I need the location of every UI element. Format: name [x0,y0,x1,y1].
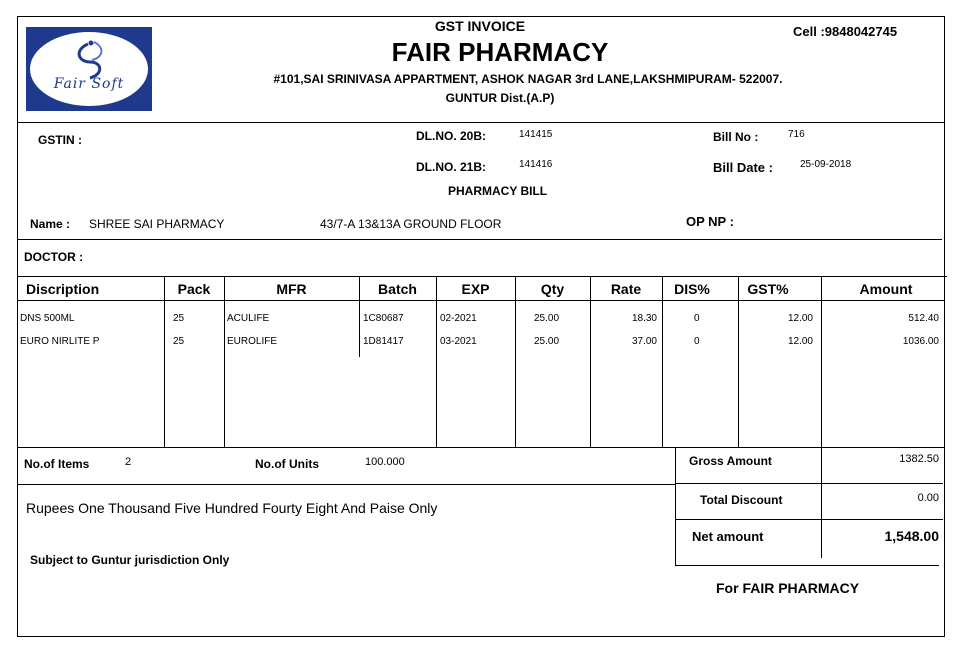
dl21b-value: 141416 [519,159,553,170]
row-pack: 25 [173,313,185,324]
col-divider-1 [164,277,165,447]
shop-address-line2: GUNTUR Dist.(A.P) [445,91,555,105]
totals-mid-border [821,448,822,558]
table-bottom-line [17,447,944,448]
row-exp: 02-2021 [440,313,477,324]
cell-number: Cell :9848042745 [793,24,898,39]
shop-name: FAIR PHARMACY [391,37,609,67]
header-batch: Batch [378,281,417,297]
col-divider-7 [662,277,663,447]
col-divider-9 [821,277,822,447]
header-rate: Rate [610,281,642,297]
row-mfr: EUROLIFE [227,336,278,347]
row-rate: 37.00 [631,336,657,347]
table-top-line [17,276,947,277]
fair-soft-logo [26,27,152,111]
net-value: 1,548.00 [884,528,939,544]
units-value: 100.000 [365,456,405,468]
customer-name: SHREE SAI PHARMACY [89,217,225,231]
header-gst: GST% [747,281,789,297]
shop-address-line1: #101,SAI SRINIVASA APPARTMENT, ASHOK NAGAR 3rd LANE,LAKSHMIPURAM- 522007. [273,72,783,86]
bill-no-label: Bill No : [713,130,759,144]
logo-oval [30,32,148,106]
logo-text: Fair Soft [53,76,125,92]
totals-line-1 [675,483,943,484]
totals-bottom-line [675,565,939,566]
invoice-border [17,16,945,637]
invoice-type: GST INVOICE [434,18,526,34]
bill-no-value: 716 [788,129,805,140]
op-np-label: OP NP : [686,214,734,229]
row-description: EURO NIRLITE P [20,336,100,347]
row-gst: 12.00 [787,336,813,347]
signature-label: For FAIR PHARMACY [716,580,860,596]
doctor-label: DOCTOR : [24,250,84,264]
gstin-label: GSTIN : [38,133,82,147]
row-qty: 25.00 [534,336,560,347]
swirl-icon [30,32,148,106]
row-mfr: ACULIFE [227,313,270,324]
items-label: No.of Items [24,457,90,471]
header-exp: EXP [461,281,490,297]
net-label: Net amount [692,529,764,544]
header-description: Discription [26,281,100,297]
row-dis: 0 [694,336,700,347]
footer-divider [17,484,675,485]
bill-date-label: Bill Date : [713,160,773,175]
items-value: 2 [125,456,132,468]
dl20b-value: 141415 [519,129,553,140]
row-qty: 25.00 [534,313,560,324]
header-amount: Amount [859,281,913,297]
units-label: No.of Units [255,457,319,471]
totals-line-2 [675,519,943,520]
row-amount: 1036.00 [902,336,939,347]
col-divider-8 [738,277,739,447]
row-gst: 12.00 [787,313,813,324]
header-dis: DIS% [674,281,710,297]
row-description: DNS 500ML [20,313,75,324]
info-divider [17,239,942,240]
jurisdiction-note: Subject to Guntur jurisdiction Only [30,553,230,567]
dl20b-label: DL.NO. 20B: [416,129,487,143]
row-batch: 1C80687 [363,313,404,324]
row-batch: 1D81417 [363,336,404,347]
row-pack: 25 [173,336,185,347]
col-divider-4 [436,277,437,447]
name-label: Name : [30,217,71,231]
gross-label: Gross Amount [689,454,772,468]
header-pack: Pack [177,281,211,297]
row-rate: 18.30 [631,313,657,324]
customer-address: 43/7-A 13&13A GROUND FLOOR [320,217,502,231]
gross-value: 1382.50 [899,453,939,465]
discount-label: Total Discount [700,493,783,507]
col-divider-2 [224,277,225,447]
col-divider-6 [590,277,591,447]
row-exp: 03-2021 [440,336,477,347]
amount-in-words: Rupees One Thousand Five Hundred Fourty Eight And Paise Only [26,500,438,516]
header-qty: Qty [540,281,565,297]
row-amount: 512.40 [908,313,939,324]
header-divider [17,122,944,123]
bill-date-value: 25-09-2018 [800,159,852,170]
bill-kind: PHARMACY BILL [448,184,548,198]
discount-value: 0.00 [917,492,939,504]
header-mfr: MFR [276,281,307,297]
table-header-line [17,300,944,301]
col-divider-5 [515,277,516,447]
totals-left-border [675,448,676,565]
dl21b-label: DL.NO. 21B: [416,160,487,174]
row-dis: 0 [694,313,700,324]
